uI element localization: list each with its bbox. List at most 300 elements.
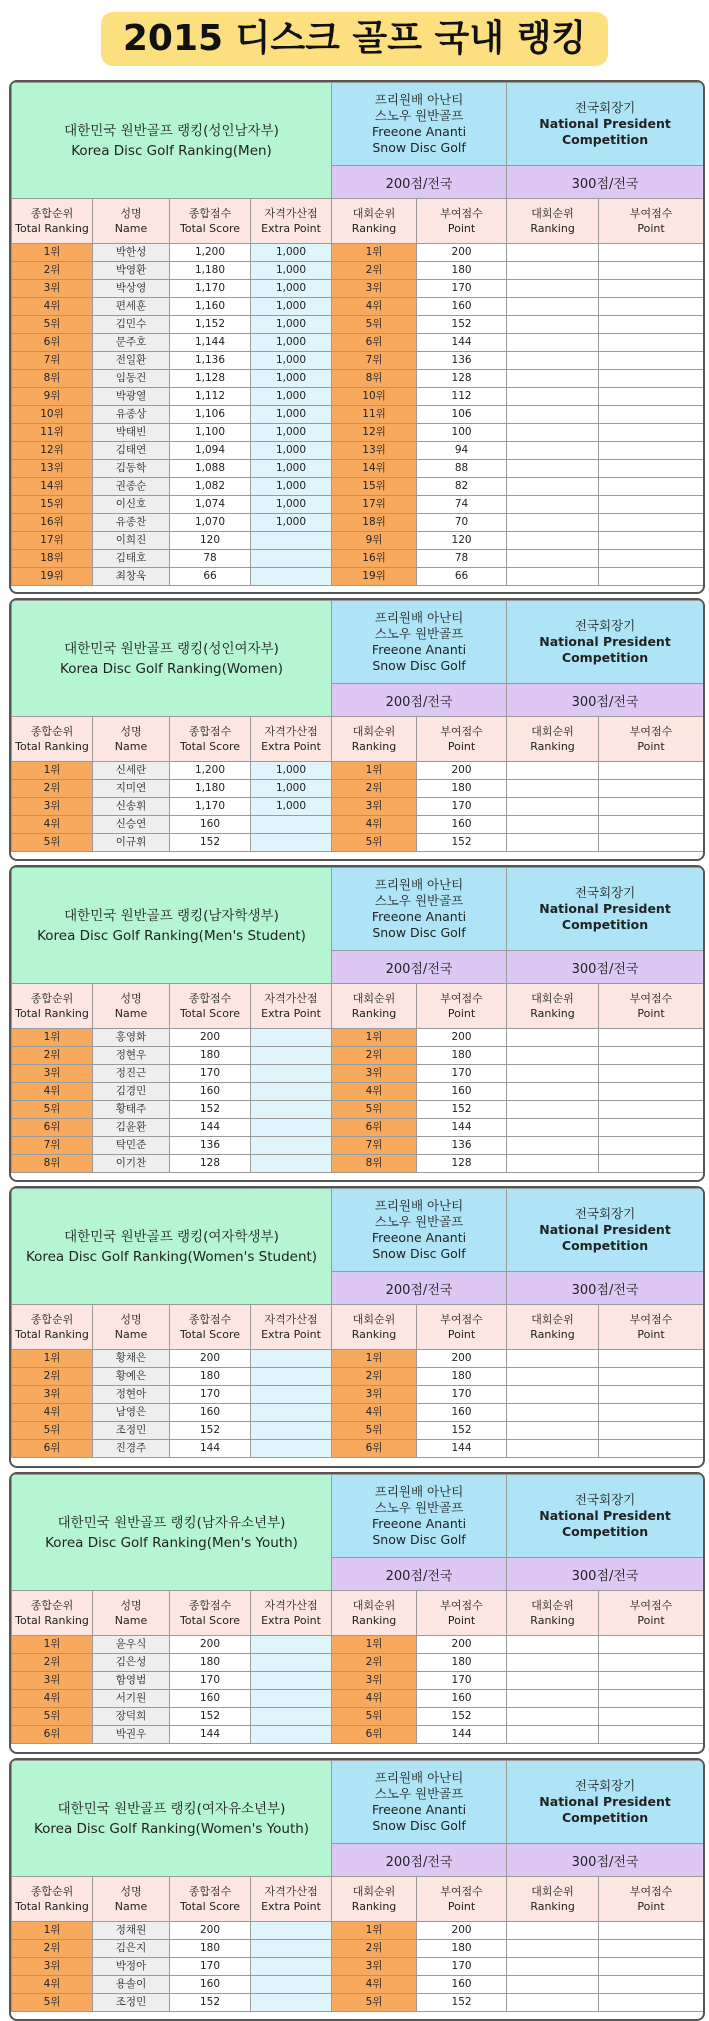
tournament-name-line: 전국회장기 (574, 885, 636, 900)
total-score-cell: 1,112 (170, 388, 251, 406)
freeone-rank-cell: 16위 (332, 550, 417, 568)
freeone-point-cell: 200 (417, 244, 507, 262)
header-label-ko: 종합순위 (30, 992, 74, 1005)
freeone-rank-cell: 3위 (332, 1672, 417, 1690)
freeone-point-cell: 136 (417, 1137, 507, 1155)
header-extra-point (251, 717, 332, 762)
header-label-en: Point (637, 1900, 665, 1913)
player-name-cell: 임동건 (93, 370, 170, 388)
player-name-cell: 장덕희 (93, 1708, 170, 1726)
freeone-rank-cell: 3위 (332, 798, 417, 816)
extra-point-cell (251, 1994, 332, 2012)
extra-point-cell (251, 1922, 332, 1940)
freeone-rank-cell: 18위 (332, 514, 417, 532)
tournament-name-line: Snow Disc Golf (372, 658, 466, 673)
tournament-name-line: National President (539, 1222, 671, 1237)
freeone-point-cell: 170 (417, 1065, 507, 1083)
president-point-cell (599, 442, 704, 460)
header-label-ko: 대회순위 (531, 207, 574, 220)
president-point-cell (599, 406, 704, 424)
header-total-score (170, 717, 251, 762)
freeone-point-cell: 180 (417, 780, 507, 798)
president-point-cell (599, 1155, 704, 1173)
president-point-cell (599, 550, 704, 568)
freeone-point-cell: 100 (417, 424, 507, 442)
player-name-cell: 김민수 (93, 316, 170, 334)
header-label-ko: 자격가산점 (264, 207, 318, 220)
total-score-cell: 152 (170, 834, 251, 852)
table-row (12, 1137, 704, 1155)
total-score-cell: 160 (170, 816, 251, 834)
header-label-en: Extra Point (261, 1900, 321, 1913)
president-point-cell (599, 834, 704, 852)
tournament-name-line: 스노우 원반골프 (374, 108, 464, 123)
tournament-name-line: 프리원배 아난티 (374, 1770, 464, 1785)
header-freeone-ranking (332, 199, 417, 244)
president-rank-cell (507, 316, 599, 334)
total-score-cell: 1,088 (170, 460, 251, 478)
header-freeone-ranking (332, 984, 417, 1029)
total-rank-cell: 8위 (12, 370, 93, 388)
president-rank-cell (507, 834, 599, 852)
total-rank-cell: 8위 (12, 1155, 93, 1173)
total-rank-cell: 2위 (12, 780, 93, 798)
tournament-row (12, 601, 704, 684)
tournament-name-line: Competition (561, 917, 649, 932)
header-label-ko: 부여점수 (629, 725, 673, 738)
president-point-cell (599, 1654, 704, 1672)
tournament-freeone-cell (332, 83, 507, 166)
category-title-en: Korea Disc Golf Ranking(Men) (71, 142, 272, 159)
table-row (12, 514, 704, 532)
ranking-table (11, 1760, 704, 2012)
freeone-rank-cell: 4위 (332, 1690, 417, 1708)
header-label-en: Name (114, 1900, 148, 1913)
president-rank-cell (507, 1708, 599, 1726)
header-label-en: Point (447, 1614, 476, 1627)
president-point-cell (599, 1029, 704, 1047)
category-title-ko: 대한민국 원반골프 랭킹(여자학생부) (64, 1228, 279, 1245)
header-label-ko: 종합점수 (188, 207, 232, 220)
table-row (12, 532, 704, 550)
freeone-point-cell: 180 (417, 262, 507, 280)
freeone-rank-cell: 2위 (332, 780, 417, 798)
tournament-name-line: 스노우 원반골프 (374, 1786, 464, 1801)
header-label-ko: 자격가산점 (264, 992, 318, 1005)
table-row (12, 496, 704, 514)
tournament-name-line: Snow Disc Golf (372, 1246, 466, 1261)
president-rank-cell (507, 352, 599, 370)
player-name-cell: 박정아 (93, 1958, 170, 1976)
player-name-cell: 박한성 (93, 244, 170, 262)
president-rank-cell (507, 780, 599, 798)
total-rank-cell: 2위 (12, 1654, 93, 1672)
extra-point-cell (251, 1368, 332, 1386)
table-row (12, 1065, 704, 1083)
extra-point-cell (251, 1940, 332, 1958)
tournament-name-line: Snow Disc Golf (372, 1532, 466, 1547)
freeone-rank-cell: 5위 (332, 316, 417, 334)
header-label-en: Ranking (351, 1900, 397, 1913)
president-point-cell (599, 262, 704, 280)
freeone-rank-cell: 8위 (332, 370, 417, 388)
tournament-president-cell (507, 83, 704, 166)
freeone-rank-cell: 2위 (332, 1368, 417, 1386)
player-name-cell: 황채은 (93, 1350, 170, 1368)
total-score-cell: 136 (170, 1137, 251, 1155)
total-score-cell: 170 (170, 1386, 251, 1404)
player-name-cell: 지미연 (93, 780, 170, 798)
total-rank-cell: 4위 (12, 1083, 93, 1101)
freeone-rank-cell: 1위 (332, 1350, 417, 1368)
president-rank-cell (507, 262, 599, 280)
president-rank-cell (507, 568, 599, 586)
president-point-cell (599, 1636, 704, 1654)
total-score-cell: 1,128 (170, 370, 251, 388)
freeone-point-cell: 120 (417, 532, 507, 550)
header-name (93, 984, 170, 1029)
player-name-cell: 김은성 (93, 1654, 170, 1672)
freeone-point-cell: 66 (417, 568, 507, 586)
header-total-ranking (12, 1305, 93, 1350)
player-name-cell: 신승연 (93, 816, 170, 834)
total-score-cell: 160 (170, 1404, 251, 1422)
total-rank-cell: 14위 (12, 478, 93, 496)
tournament-president-points: 300점/전국 (507, 1272, 704, 1305)
freeone-point-cell: 70 (417, 514, 507, 532)
total-rank-cell: 2위 (12, 1940, 93, 1958)
total-rank-cell: 1위 (12, 244, 93, 262)
extra-point-cell (251, 1029, 332, 1047)
header-label-en: Point (637, 1007, 665, 1020)
table-row (12, 1726, 704, 1744)
total-rank-cell: 5위 (12, 1101, 93, 1119)
president-rank-cell (507, 1976, 599, 1994)
category-cell (12, 83, 332, 199)
freeone-rank-cell: 8위 (332, 1155, 417, 1173)
freeone-rank-cell: 5위 (332, 1422, 417, 1440)
president-rank-cell (507, 478, 599, 496)
total-rank-cell: 4위 (12, 1690, 93, 1708)
freeone-rank-cell: 1위 (332, 762, 417, 780)
extra-point-cell (251, 1137, 332, 1155)
player-name-cell: 용솔이 (93, 1976, 170, 1994)
player-name-cell: 박상영 (93, 280, 170, 298)
president-rank-cell (507, 1940, 599, 1958)
header-label-en: Extra Point (261, 740, 321, 753)
freeone-point-cell: 128 (417, 1155, 507, 1173)
total-score-cell: 180 (170, 1368, 251, 1386)
tournament-freeone-cell (332, 601, 507, 684)
header-label-en: Extra Point (261, 1328, 321, 1341)
header-president-ranking (507, 717, 599, 762)
president-rank-cell (507, 442, 599, 460)
president-point-cell (599, 1047, 704, 1065)
freeone-point-cell: 180 (417, 1940, 507, 1958)
freeone-point-cell: 112 (417, 388, 507, 406)
header-label-en: Name (114, 1328, 148, 1341)
total-rank-cell: 12위 (12, 442, 93, 460)
tournament-name-line: National President (539, 1794, 671, 1809)
president-point-cell (599, 334, 704, 352)
tournament-name-line: Snow Disc Golf (372, 925, 466, 940)
tournament-row (12, 83, 704, 166)
header-total-ranking (12, 984, 93, 1029)
extra-point-cell (251, 1047, 332, 1065)
player-name-cell: 김동학 (93, 460, 170, 478)
president-rank-cell (507, 1422, 599, 1440)
president-rank-cell (507, 370, 599, 388)
table-row (12, 1994, 704, 2012)
president-point-cell (599, 316, 704, 334)
header-freeone-ranking (332, 1591, 417, 1636)
president-rank-cell (507, 1690, 599, 1708)
extra-point-cell (251, 1708, 332, 1726)
table-row (12, 388, 704, 406)
header-total-score (170, 984, 251, 1029)
header-label-en: Point (637, 1328, 665, 1341)
header-label-en: Total Score (180, 1328, 240, 1341)
player-name-cell: 전일환 (93, 352, 170, 370)
president-rank-cell (507, 388, 599, 406)
header-total-ranking (12, 1591, 93, 1636)
tournament-name-line: Snow Disc Golf (372, 140, 466, 155)
header-president-ranking (507, 984, 599, 1029)
total-score-cell: 170 (170, 1672, 251, 1690)
header-extra-point (251, 1591, 332, 1636)
president-point-cell (599, 1137, 704, 1155)
total-rank-cell: 1위 (12, 1350, 93, 1368)
freeone-rank-cell: 9위 (332, 532, 417, 550)
header-label-ko: 성명 (120, 1313, 142, 1326)
extra-point-cell (251, 1404, 332, 1422)
category-title-ko: 대한민국 원반골프 랭킹(여자유소년부) (57, 1800, 286, 1817)
president-point-cell (599, 1368, 704, 1386)
extra-point-cell (251, 1976, 332, 1994)
president-point-cell (599, 352, 704, 370)
table-row (12, 1940, 704, 1958)
header-label-en: Total Ranking (15, 1614, 89, 1627)
header-freeone-ranking (332, 717, 417, 762)
tournament-freeone-points: 200점/전국 (332, 166, 507, 199)
header-label-en: Name (114, 740, 148, 753)
extra-point-cell (251, 550, 332, 568)
extra-point-cell: 1,000 (251, 780, 332, 798)
president-rank-cell (507, 1958, 599, 1976)
total-score-cell: 180 (170, 1654, 251, 1672)
header-label-ko: 부여점수 (629, 1313, 673, 1326)
president-point-cell (599, 1440, 704, 1458)
column-header-row (12, 199, 704, 244)
president-rank-cell (507, 1137, 599, 1155)
total-score-cell: 1,200 (170, 762, 251, 780)
extra-point-cell (251, 1386, 332, 1404)
tournament-freeone-cell (332, 1475, 507, 1558)
tournament-name-line: 프리원배 아난티 (374, 1198, 464, 1213)
header-label-en: Name (114, 222, 148, 235)
table-row (12, 334, 704, 352)
category-title-ko: 대한민국 원반골프 랭킹(성인남자부) (64, 122, 279, 139)
president-point-cell (599, 280, 704, 298)
header-label-en: Total Ranking (15, 222, 89, 235)
president-rank-cell (507, 1404, 599, 1422)
header-extra-point (251, 1305, 332, 1350)
ranking-table (11, 1474, 704, 1744)
freeone-point-cell: 160 (417, 1976, 507, 1994)
player-name-cell: 함영범 (93, 1672, 170, 1690)
extra-point-cell (251, 1636, 332, 1654)
category-cell (12, 1475, 332, 1591)
freeone-rank-cell: 6위 (332, 1119, 417, 1137)
header-label-en: Point (447, 1328, 476, 1341)
total-rank-cell: 3위 (12, 1672, 93, 1690)
table-row (12, 478, 704, 496)
freeone-point-cell: 74 (417, 496, 507, 514)
president-point-cell (599, 1350, 704, 1368)
extra-point-cell: 1,000 (251, 406, 332, 424)
freeone-rank-cell: 4위 (332, 1404, 417, 1422)
header-label-en: Ranking (351, 222, 397, 235)
freeone-point-cell: 180 (417, 1368, 507, 1386)
president-point-cell (599, 1976, 704, 1994)
header-name (93, 1305, 170, 1350)
extra-point-cell: 1,000 (251, 298, 332, 316)
table-row (12, 1958, 704, 1976)
extra-point-cell (251, 568, 332, 586)
tournament-name-line: National President (539, 634, 671, 649)
extra-point-cell (251, 1672, 332, 1690)
category-title-ko: 대한민국 원반골프 랭킹(남자학생부) (64, 907, 279, 924)
header-label-ko: 성명 (120, 1885, 142, 1898)
header-president-point (599, 199, 704, 244)
freeone-rank-cell: 2위 (332, 1654, 417, 1672)
president-point-cell (599, 1083, 704, 1101)
freeone-point-cell: 128 (417, 370, 507, 388)
total-score-cell: 1,200 (170, 244, 251, 262)
header-label-ko: 종합점수 (188, 725, 232, 738)
extra-point-cell: 1,000 (251, 460, 332, 478)
freeone-rank-cell: 1위 (332, 1636, 417, 1654)
freeone-rank-cell: 15위 (332, 478, 417, 496)
ranking-section (9, 1186, 705, 1468)
total-score-cell: 1,074 (170, 496, 251, 514)
total-score-cell: 1,136 (170, 352, 251, 370)
header-label-ko: 성명 (120, 1599, 142, 1612)
total-rank-cell: 16위 (12, 514, 93, 532)
president-point-cell (599, 1404, 704, 1422)
freeone-rank-cell: 5위 (332, 1708, 417, 1726)
header-label-ko: 대회순위 (352, 207, 396, 220)
president-rank-cell (507, 1386, 599, 1404)
header-label-ko: 부여점수 (440, 207, 483, 220)
total-score-cell: 1,170 (170, 798, 251, 816)
tournament-name-line: 전국회장기 (574, 100, 636, 115)
total-score-cell: 200 (170, 1922, 251, 1940)
header-label-ko: 성명 (120, 207, 142, 220)
total-score-cell: 180 (170, 1047, 251, 1065)
ranking-section (9, 1472, 705, 1754)
table-row (12, 780, 704, 798)
total-rank-cell: 3위 (12, 280, 93, 298)
tournament-name-line: 스노우 원반골프 (374, 1500, 464, 1515)
tournament-name-line: 전국회장기 (574, 1206, 636, 1221)
freeone-rank-cell: 3위 (332, 1065, 417, 1083)
president-rank-cell (507, 1654, 599, 1672)
table-row (12, 460, 704, 478)
header-label-en: Point (637, 740, 665, 753)
total-score-cell: 170 (170, 1958, 251, 1976)
player-name-cell: 이신호 (93, 496, 170, 514)
player-name-cell: 김윤환 (93, 1119, 170, 1137)
freeone-point-cell: 170 (417, 1386, 507, 1404)
president-point-cell (599, 244, 704, 262)
president-point-cell (599, 1922, 704, 1940)
header-label-ko: 종합순위 (30, 1313, 74, 1326)
header-label-ko: 종합점수 (188, 992, 232, 1005)
total-rank-cell: 3위 (12, 798, 93, 816)
president-rank-cell (507, 816, 599, 834)
tournament-name-line: 프리원배 아난티 (374, 610, 464, 625)
president-rank-cell (507, 280, 599, 298)
freeone-rank-cell: 1위 (332, 1922, 417, 1940)
freeone-point-cell: 170 (417, 1672, 507, 1690)
tournament-name-line: 프리원배 아난티 (374, 1484, 464, 1499)
player-name-cell: 권종순 (93, 478, 170, 496)
freeone-rank-cell: 10위 (332, 388, 417, 406)
president-point-cell (599, 298, 704, 316)
freeone-point-cell: 160 (417, 1404, 507, 1422)
tournament-name-line: Competition (561, 132, 649, 147)
player-name-cell: 이규휘 (93, 834, 170, 852)
header-label-en: Ranking (530, 1007, 575, 1020)
freeone-point-cell: 152 (417, 1994, 507, 2012)
extra-point-cell: 1,000 (251, 514, 332, 532)
ranking-section (9, 80, 705, 594)
freeone-point-cell: 200 (417, 1350, 507, 1368)
extra-point-cell (251, 1065, 332, 1083)
category-cell (12, 601, 332, 717)
extra-point-cell: 1,000 (251, 424, 332, 442)
header-label-en: Ranking (351, 740, 397, 753)
extra-point-cell: 1,000 (251, 280, 332, 298)
total-score-cell: 128 (170, 1155, 251, 1173)
tournament-president-cell (507, 1475, 704, 1558)
tournament-name-line: 프리원배 아난티 (374, 92, 464, 107)
tournament-name-line: National President (539, 116, 671, 131)
header-label-en: Point (637, 222, 665, 235)
total-score-cell: 1,170 (170, 280, 251, 298)
tournament-freeone-cell (332, 868, 507, 951)
header-label-ko: 부여점수 (629, 1599, 673, 1612)
header-label-en: Total Ranking (15, 1007, 89, 1020)
freeone-point-cell: 170 (417, 798, 507, 816)
extra-point-cell (251, 1440, 332, 1458)
extra-point-cell: 1,000 (251, 442, 332, 460)
table-row (12, 816, 704, 834)
president-rank-cell (507, 1047, 599, 1065)
header-label-en: Ranking (351, 1328, 397, 1341)
column-header-row (12, 1591, 704, 1636)
total-score-cell: 1,180 (170, 262, 251, 280)
president-rank-cell (507, 762, 599, 780)
total-rank-cell: 6위 (12, 1440, 93, 1458)
extra-point-cell (251, 1119, 332, 1137)
extra-point-cell: 1,000 (251, 798, 332, 816)
table-row (12, 762, 704, 780)
header-label-ko: 대회순위 (352, 1885, 396, 1898)
player-name-cell: 김은지 (93, 1940, 170, 1958)
total-rank-cell: 17위 (12, 532, 93, 550)
